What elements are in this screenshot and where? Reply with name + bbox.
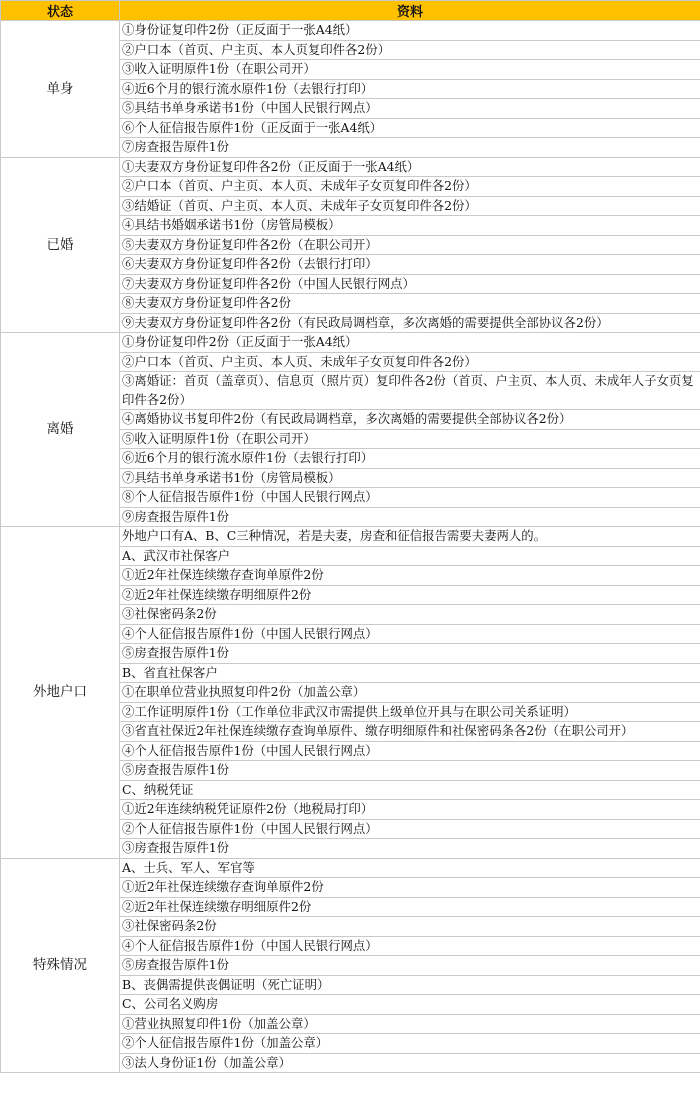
material-item: ⑨夫妻双方身份证复印件各2份（有民政局调档章，多次离婚的需要提供全部协议各2份） [120,313,700,333]
material-item: A、士兵、军人、军官等 [120,858,700,878]
table-row [1,858,700,878]
material-item: ⑤房查报告原件1份 [120,761,700,781]
material-item: ③结婚证（首页、户主页、本人页、未成年子女页复印件各2份） [120,196,700,216]
material-item: ⑥个人征信报告原件1份（正反面于一张A4纸） [120,118,700,138]
material-item: ①夫妻双方身份证复印件各2份（正反面于一张A4纸） [120,157,700,177]
material-item: C、纳税凭证 [120,780,700,800]
material-item: ③社保密码条2份 [120,917,700,937]
material-item: B、省直社保客户 [120,663,700,683]
material-item: ⑦具结书单身承诺书1份（房管局模板） [120,468,700,488]
status-cell: 单身 [1,21,120,158]
material-item: ③房查报告原件1份 [120,839,700,859]
material-item: ①身份证复印件2份（正反面于一张A4纸） [120,333,700,353]
material-item: ⑦房查报告原件1份 [120,138,700,158]
material-item: ④近6个月的银行流水原件1份（去银行打印） [120,79,700,99]
material-item: C、公司名义购房 [120,995,700,1015]
material-item: ①身份证复印件2份（正反面于一张A4纸） [120,21,700,41]
material-item: ②个人征信报告原件1份（加盖公章） [120,1034,700,1054]
table-row [1,21,700,41]
material-item: ①近2年社保连续缴存查询单原件2份 [120,566,700,586]
material-item: ①在职单位营业执照复印件2份（加盖公章） [120,683,700,703]
status-cell: 特殊情况 [1,858,120,1073]
table-row [1,333,700,353]
material-item: ⑤房查报告原件1份 [120,644,700,664]
material-item: ④个人征信报告原件1份（中国人民银行网点） [120,936,700,956]
material-item: A、武汉市社保客户 [120,546,700,566]
header-status: 状态 [1,1,120,21]
material-item: ②工作证明原件1份（工作单位非武汉市需提供上级单位开具与在职公司关系证明） [120,702,700,722]
material-item: ②户口本（首页、户主页、本人页、未成年子女页复印件各2份） [120,177,700,197]
material-item: ⑥夫妻双方身份证复印件各2份（去银行打印） [120,255,700,275]
status-cell: 外地户口 [1,527,120,859]
material-item: ①营业执照复印件1份（加盖公章） [120,1014,700,1034]
material-item: ④个人征信报告原件1份（中国人民银行网点） [120,741,700,761]
status-cell: 已婚 [1,157,120,333]
material-item: ③社保密码条2份 [120,605,700,625]
material-item: ⑨房查报告原件1份 [120,507,700,527]
status-cell: 离婚 [1,333,120,527]
material-item: ②户口本（首页、户主页、本人页、未成年子女页复印件各2份） [120,352,700,372]
material-item: ⑤夫妻双方身份证复印件各2份（在职公司开） [120,235,700,255]
material-item: ①近2年社保连续缴存查询单原件2份 [120,878,700,898]
material-item: ⑧夫妻双方身份证复印件各2份 [120,294,700,314]
material-item: ②近2年社保连续缴存明细原件2份 [120,897,700,917]
material-item: ⑦夫妻双方身份证复印件各2份（中国人民银行网点） [120,274,700,294]
material-item: B、丧偶需提供丧偶证明（死亡证明） [120,975,700,995]
header-row [1,1,700,21]
material-item: ④个人征信报告原件1份（中国人民银行网点） [120,624,700,644]
material-item: ④离婚协议书复印件2份（有民政局调档章，多次离婚的需要提供全部协议各2份） [120,410,700,430]
material-item: ②近2年社保连续缴存明细原件2份 [120,585,700,605]
material-item: ①近2年连续纳税凭证原件2份（地税局打印） [120,800,700,820]
material-item: ⑥近6个月的银行流水原件1份（去银行打印） [120,449,700,469]
table-row [1,527,700,547]
material-item: ⑤房查报告原件1份 [120,956,700,976]
material-item: ③省直社保近2年社保连续缴存查询单原件、缴存明细原件和社保密码条各2份（在职公司开） [120,722,700,742]
header-materials: 资料 [120,1,700,21]
material-item: ⑧个人征信报告原件1份（中国人民银行网点） [120,488,700,508]
table-body [1,21,700,1073]
material-item: ③法人身份证1份（加盖公章） [120,1053,700,1073]
material-item: ②个人征信报告原件1份（中国人民银行网点） [120,819,700,839]
material-item: ⑤收入证明原件1份（在职公司开） [120,429,700,449]
table-row [1,157,700,177]
material-item: ②户口本（首页、户主页、本人页复印件各2份） [120,40,700,60]
material-item: ⑤具结书单身承诺书1份（中国人民银行网点） [120,99,700,119]
material-item: ④具结书婚姻承诺书1份（房管局模板） [120,216,700,236]
material-item: ③收入证明原件1份（在职公司开） [120,60,700,80]
material-item: 外地户口有A、B、C三种情况，若是夫妻，房查和征信报告需要夫妻两人的。 [120,527,700,547]
material-item: ③离婚证：首页（盖章页）、信息页（照片页）复印件各2份（首页、户主页、本人页、未成年人子女页复印件各2份） [120,372,700,410]
